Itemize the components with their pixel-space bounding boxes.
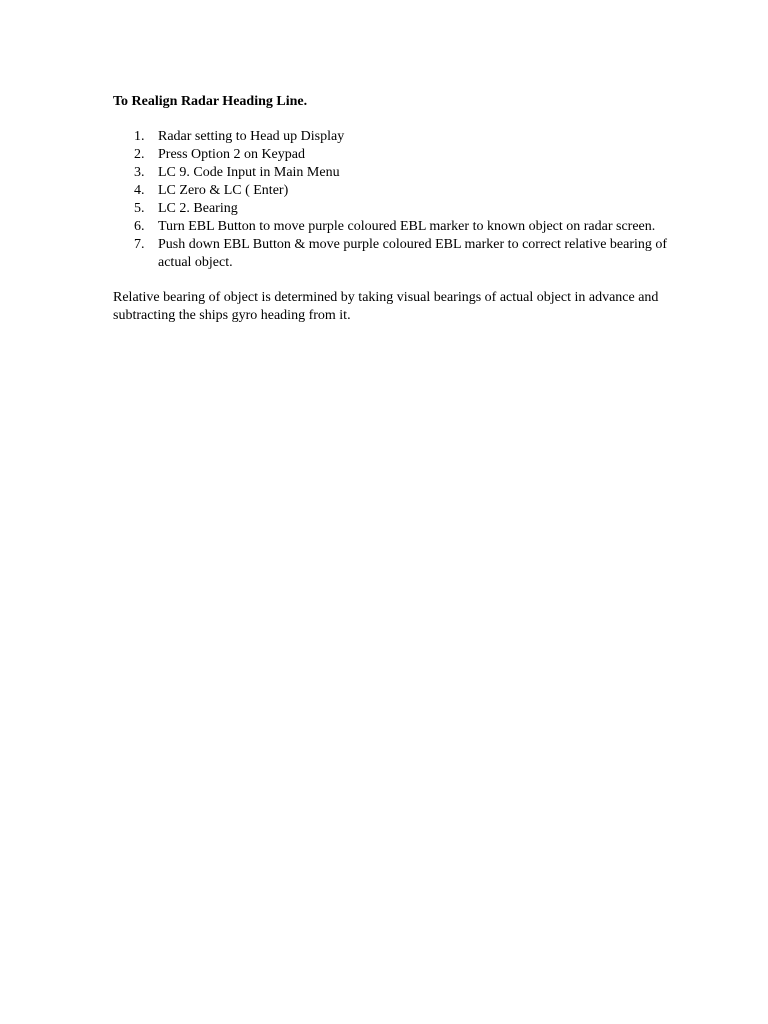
step-text: LC 2. Bearing (158, 201, 238, 216)
step-text: Press Option 2 on Keypad (158, 147, 305, 162)
step-number: 1. (134, 129, 145, 144)
step-number: 3. (134, 165, 145, 180)
step-number: 2. (134, 147, 145, 162)
list-item (113, 200, 713, 218)
step-number: 5. (134, 201, 145, 216)
step-text: LC Zero & LC ( Enter) (158, 183, 289, 198)
document-title: To Realign Radar Heading Line. (113, 94, 308, 109)
step-text: Push down EBL Button & move purple coloured EBL marker to correct relative bearing of actual object. (158, 237, 668, 270)
step-number: 4. (134, 183, 145, 198)
list-item (113, 128, 713, 146)
step-text: Turn EBL Button to move purple coloured EBL marker to known object on radar screen. (158, 219, 656, 234)
body-paragraph: Relative bearing of object is determined by taking visual bearings of actual object in advance and subtracting the ships gyro heading from it. (113, 290, 659, 323)
step-text: LC 9. Code Input in Main Menu (158, 165, 340, 180)
list-item (113, 182, 713, 200)
list-item (113, 164, 713, 182)
step-number: 6. (134, 219, 145, 234)
step-number: 7. (134, 237, 145, 252)
steps-list (113, 128, 713, 272)
list-item (113, 218, 713, 236)
step-text: Radar setting to Head up Display (158, 129, 345, 144)
list-item (113, 146, 713, 164)
list-item (113, 236, 713, 272)
